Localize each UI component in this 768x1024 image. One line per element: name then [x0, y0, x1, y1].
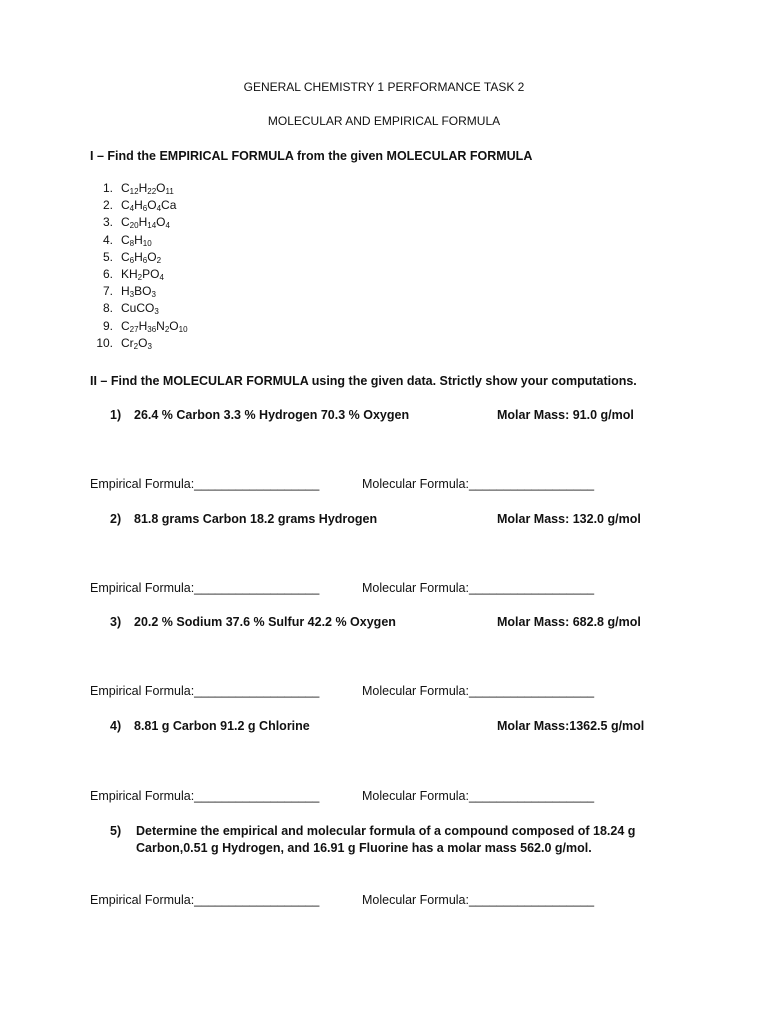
problem-text: 81.8 grams Carbon 18.2 grams Hydrogen — [134, 512, 378, 526]
problem-5 — [110, 823, 670, 857]
answer-row-1 — [90, 477, 595, 491]
problem-number: 1) — [110, 408, 122, 422]
molecular-formula-blank[interactable]: Molecular Formula:__________________ — [362, 581, 595, 595]
section-2-heading: II – Find the MOLECULAR FORMULA using the given data. Strictly show your computations. — [90, 374, 637, 388]
formula-number: 6. — [102, 266, 113, 281]
problem-number: 4) — [110, 719, 122, 733]
molecular-formula: $C_8H_{10}$ — [121, 232, 152, 248]
formula-item — [90, 300, 188, 317]
formula-item — [90, 214, 188, 231]
problem-number: 5) — [110, 824, 122, 838]
empirical-formula-blank[interactable]: Empirical Formula:__________________ — [90, 789, 320, 803]
problem-number: 3) — [110, 615, 122, 629]
molecular-formula: $C_4H_6O_4Ca$ — [121, 198, 177, 214]
empirical-formula-blank[interactable]: Empirical Formula:__________________ — [90, 893, 320, 907]
molecular-formula: $C_{12}H_{22}O_{11}$ — [121, 181, 174, 196]
page-title: GENERAL CHEMISTRY 1 PERFORMANCE TASK 2 — [243, 80, 525, 94]
section-1-heading: I – Find the EMPIRICAL FORMULA from the given MOLECULAR FORMULA — [90, 149, 533, 163]
formula-number: 5. — [102, 249, 113, 264]
molar-mass-1: Molar Mass: 91.0 g/mol — [497, 408, 634, 422]
empirical-formula-blank[interactable]: Empirical Formula:__________________ — [90, 684, 320, 698]
molecular-formula-blank[interactable]: Molecular Formula:__________________ — [362, 477, 595, 491]
molecular-formula: $H_3BO_3$ — [121, 284, 156, 300]
problem-1 — [110, 408, 409, 422]
problem-text: 8.81 g Carbon 91.2 g Chlorine — [134, 719, 310, 733]
formula-item — [90, 335, 188, 352]
molecular-formula-blank[interactable]: Molecular Formula:__________________ — [362, 684, 595, 698]
molecular-formula: CuCO$_3$ — [121, 301, 159, 317]
molar-mass-2: Molar Mass: 132.0 g/mol — [497, 512, 641, 526]
empirical-formula-blank[interactable]: Empirical Formula:__________________ — [90, 581, 320, 595]
formula-item — [90, 197, 188, 214]
problem-3 — [110, 615, 396, 629]
formula-number: 9. — [102, 318, 113, 333]
formula-item — [90, 266, 188, 283]
problem-text: 20.2 % Sodium 37.6 % Sulfur 42.2 % Oxygen — [134, 615, 396, 629]
molecular-formula-blank[interactable]: Molecular Formula:__________________ — [362, 893, 595, 907]
formula-number: 4. — [102, 232, 113, 247]
formula-number: 1. — [102, 181, 113, 195]
answer-row-2 — [90, 581, 595, 595]
answer-row-3 — [90, 684, 595, 698]
problem-text: 26.4 % Carbon 3.3 % Hydrogen 70.3 % Oxygen — [134, 408, 410, 422]
problem-text: Determine the empirical and molecular formula of a compound composed of 18.24 g Carbon,0.51 g Hydrogen, and 16.91 g Fluorine has a molar mass 562.0 g/mol. — [136, 824, 636, 855]
molecular-formula: $C_{20}H_{14}O_4$ — [121, 215, 170, 231]
problem-number: 2) — [110, 512, 122, 526]
molecular-formula-blank[interactable]: Molecular Formula:__________________ — [362, 789, 595, 803]
formula-item — [90, 318, 188, 335]
formula-item — [90, 283, 188, 300]
empirical-formula-blank[interactable]: Empirical Formula:__________________ — [90, 477, 320, 491]
formula-item — [90, 232, 188, 249]
formula-number: 8. — [102, 301, 113, 316]
problem-4 — [110, 719, 310, 733]
formula-list — [90, 180, 188, 352]
formula-number: 7. — [102, 284, 113, 299]
molecular-formula: $C_{27}H_{36}N_2O_{10}$ — [121, 318, 188, 334]
page-subtitle: MOLECULAR AND EMPIRICAL FORMULA — [267, 114, 501, 128]
formula-item — [90, 249, 188, 266]
answer-row-5 — [90, 893, 595, 907]
molecular-formula: $Cr_2O_3$ — [121, 335, 152, 351]
answer-row-4 — [90, 789, 595, 803]
formula-number: 2. — [102, 198, 113, 213]
molecular-formula: $KH_2PO_4$ — [121, 266, 164, 282]
problem-2 — [110, 512, 377, 526]
formula-number: 3. — [102, 215, 113, 230]
molecular-formula: $C_6H_6O_2$ — [121, 249, 162, 265]
molar-mass-4: Molar Mass:1362.5 g/mol — [497, 719, 645, 733]
molar-mass-3: Molar Mass: 682.8 g/mol — [497, 615, 641, 629]
formula-number: 10. — [96, 335, 113, 350]
formula-item — [90, 180, 188, 197]
